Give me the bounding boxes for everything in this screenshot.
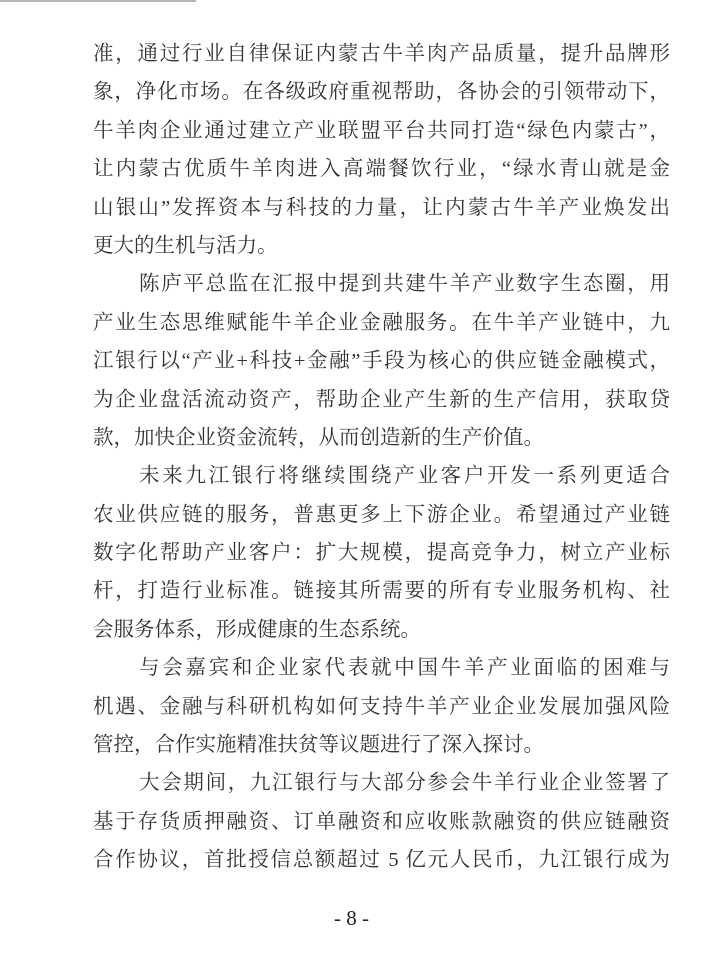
text-line: 产业生态思维赋能牛羊企业金融服务。在牛羊产业链中，九 xyxy=(93,311,670,334)
text-line: 准，通过行业自律保证内蒙古牛羊肉产品质量，提升品牌形 xyxy=(93,43,670,65)
text-line: 与会嘉宾和企业家代表就中国牛羊产业面临的困难与 xyxy=(139,657,670,680)
text-line: 牛羊肉企业通过建立产业联盟平台共同打造“绿色内蒙古”， xyxy=(93,119,670,142)
page-number: - 8 - xyxy=(334,906,369,930)
text-line: 基于存货质押融资、订单融资和应收账款融资的供应链融资 xyxy=(93,810,670,833)
text-line: 杆，打造行业标准。链接其所需要的所有专业服务机构、社 xyxy=(93,580,670,603)
text-line: 陈庐平总监在汇报中提到共建牛羊产业数字生态圈，用 xyxy=(139,273,670,296)
text-line: 为企业盘活流动资产，帮助企业产生新的生产信用，获取贷 xyxy=(93,388,670,411)
text-line: 让内蒙古优质牛羊肉进入高端餐饮行业，“绿水青山就是金 xyxy=(93,158,670,181)
text-line: 更大的生机与活力。 xyxy=(93,234,278,257)
text-line: 象，净化市场。在各级政府重视帮助，各协会的引领带动下， xyxy=(93,81,670,104)
text-line: 会服务体系，形成健康的生态系统。 xyxy=(93,618,421,641)
paragraph xyxy=(93,457,670,649)
text-line: 合作协议，首批授信总额超过 5 亿元人民币，九江银行成为 xyxy=(93,849,670,872)
text-line: 数字化帮助产业客户：扩大规模，提高竞争力，树立产业标 xyxy=(93,542,670,565)
text-line: 大会期间，九江银行与大部分参会牛羊行业企业签署了 xyxy=(139,772,670,795)
text-line: 山银山”发挥资本与科技的力量，让内蒙古牛羊产业焕发出 xyxy=(93,196,670,219)
text-line: 未来九江银行将继续围绕产业客户开发一系列更适合 xyxy=(139,465,670,488)
document-body xyxy=(93,35,670,880)
paragraph xyxy=(93,649,670,764)
text-line: 农业供应链的服务，普惠更多上下游企业。希望通过产业链 xyxy=(93,503,670,526)
scan-edge-artifact xyxy=(0,0,196,2)
text-line: 机遇、金融与科研机构如何支持牛羊产业企业发展加强风险 xyxy=(93,695,670,718)
paragraph xyxy=(93,265,670,457)
paragraph xyxy=(93,35,670,265)
text-line: 江银行以“产业+科技+金融”手段为核心的供应链金融模式， xyxy=(93,350,670,373)
text-line: 管控，合作实施精准扶贫等议题进行了深入探讨。 xyxy=(93,734,544,757)
paragraph xyxy=(93,764,670,879)
text-line: 款，加快企业资金流转，从而创造新的生产价值。 xyxy=(93,426,544,449)
